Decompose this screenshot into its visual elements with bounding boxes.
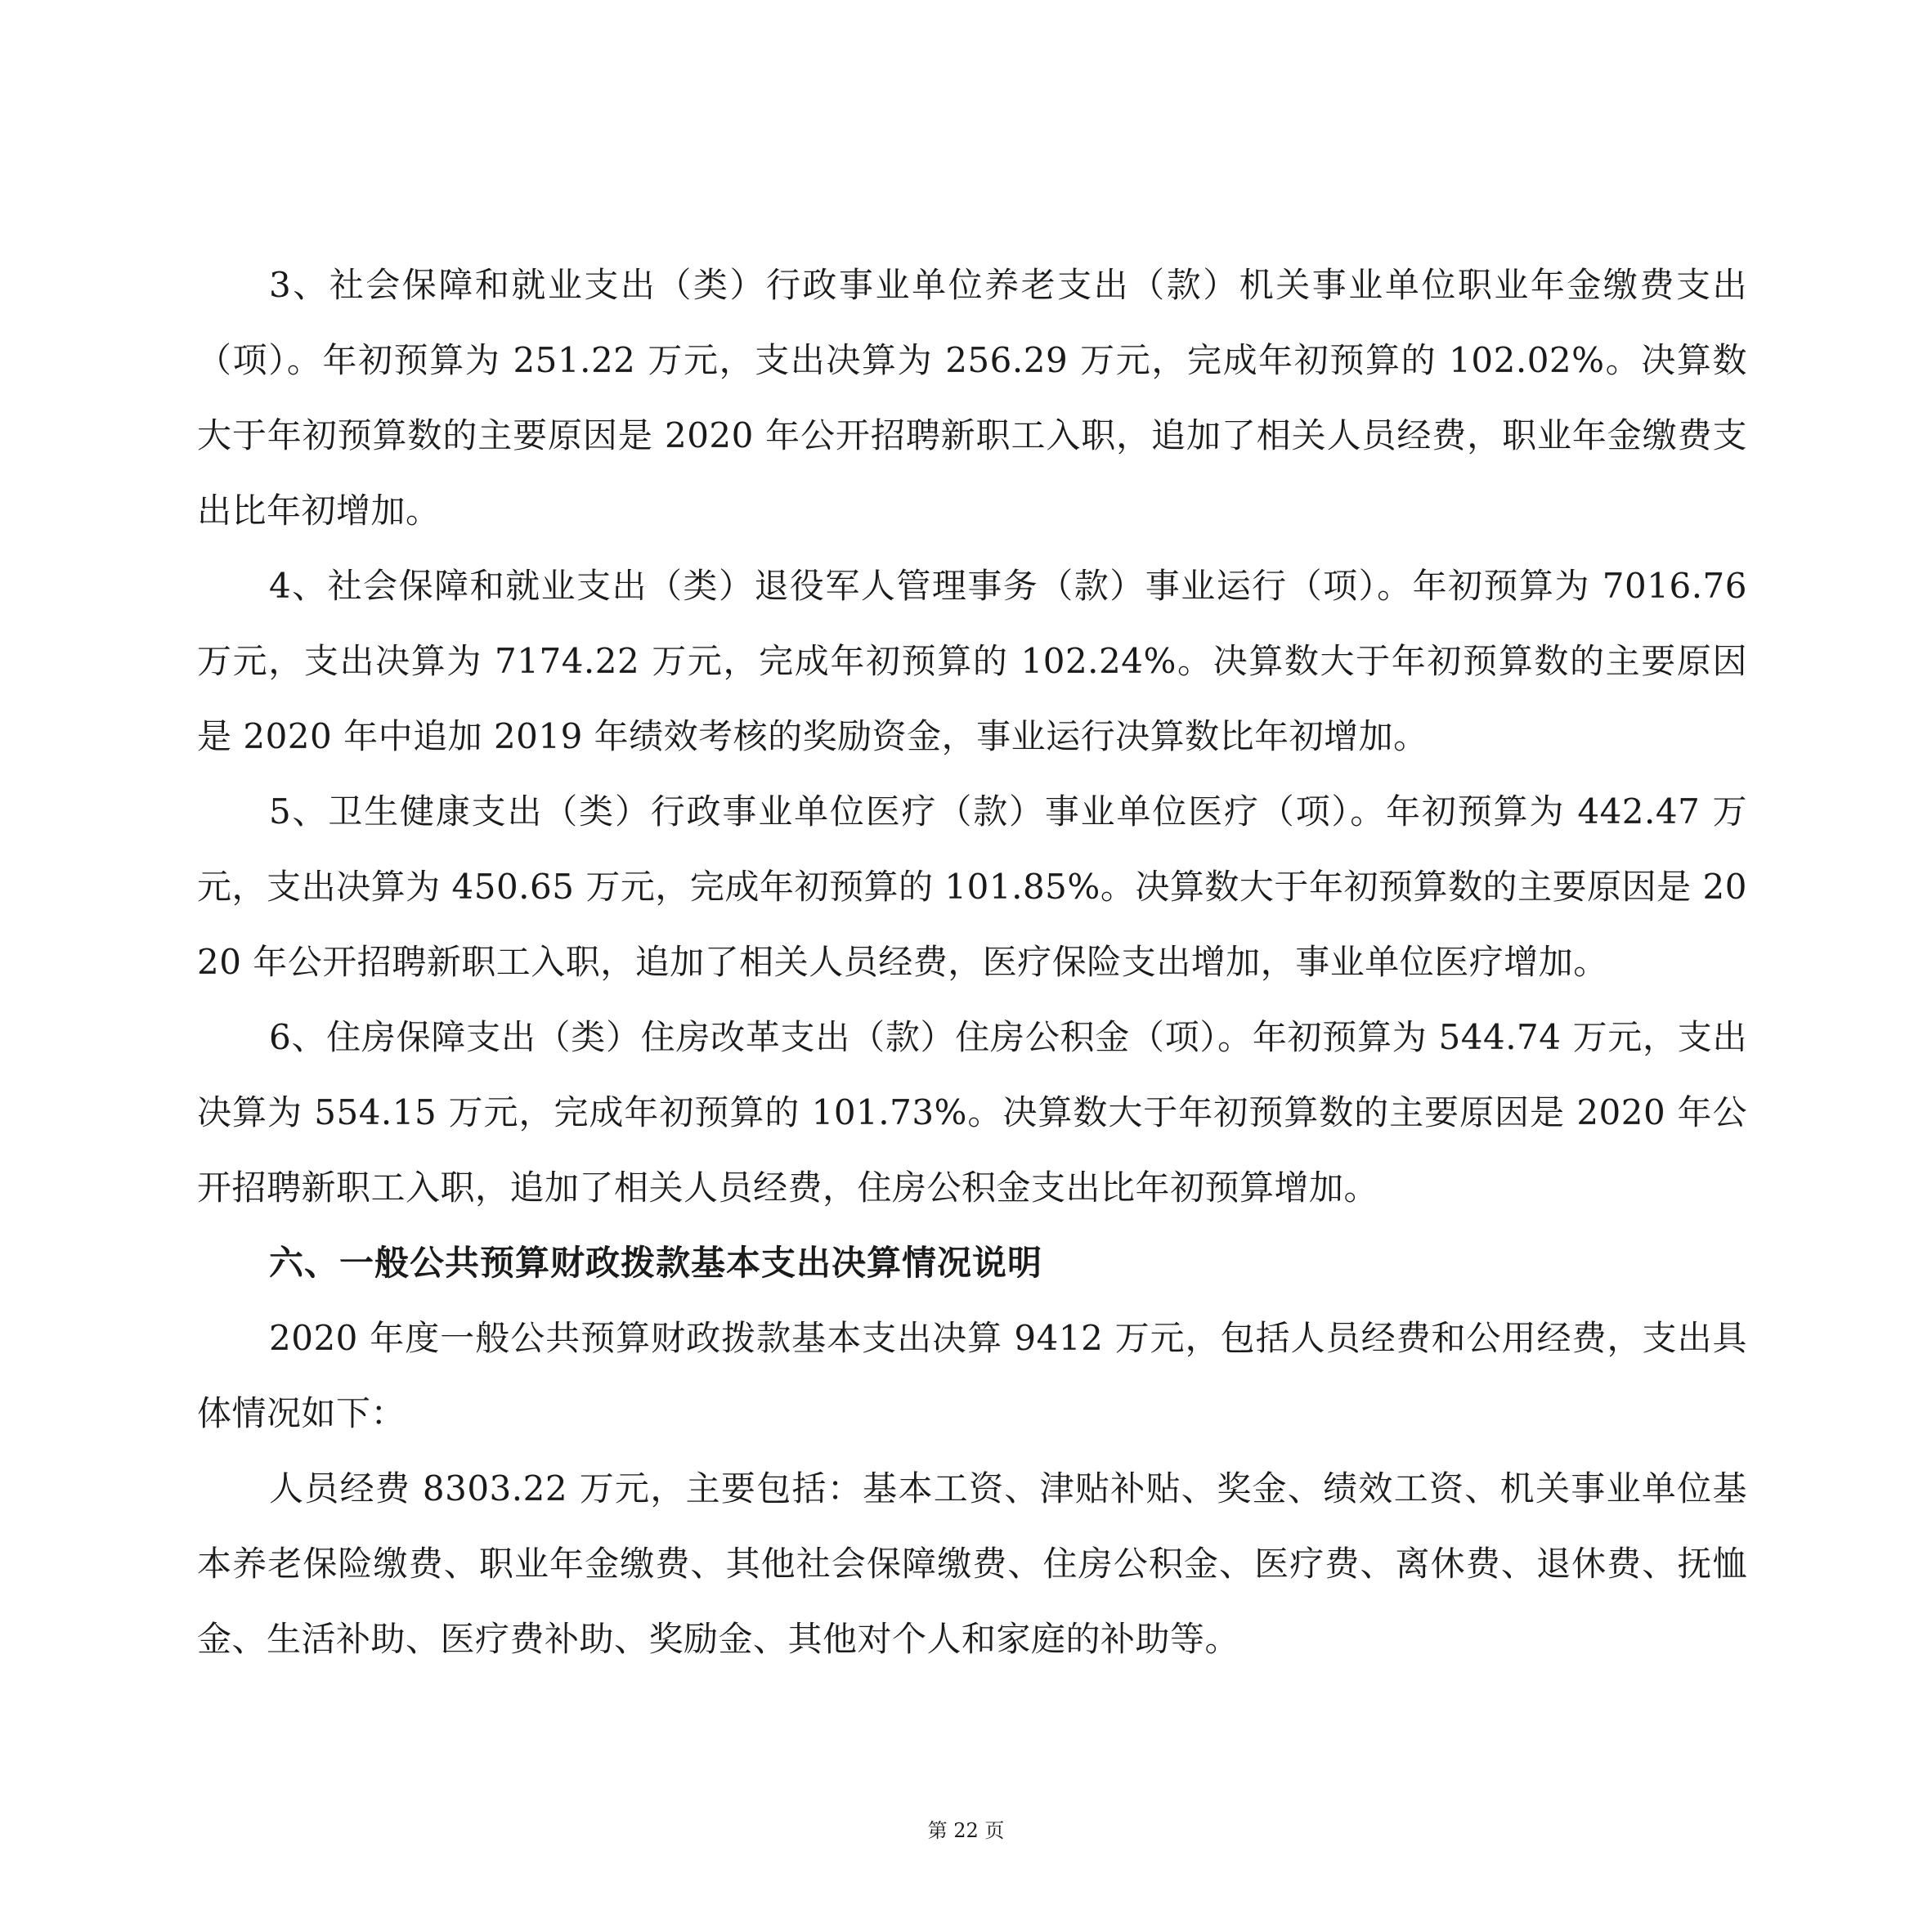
paragraph-item-6: 6、住房保障支出（类）住房改革支出（款）住房公积金（项）。年初预算为 544.74 万元，支出决算为 554.15 万元，完成年初预算的 101.73%。决算数大于年初预算数的主要原因是 2020 年公开招聘新职工入职，追加了相关人员经费，住房公积金支出比年初预算增加。 (197, 1017, 1747, 1208)
page-number: 第 22 页 (927, 1819, 1005, 1842)
paragraph-item-5: 5、卫生健康支出（类）行政事业单位医疗（款）事业单位医疗（项）。年初预算为 442.47 万元，支出决算为 450.65 万元，完成年初预算的 101.85%。决算数大于年初预算数的主要原因是 2020 年公开招聘新职工入职，追加了相关人员经费，医疗保险支出增加，事业单位医疗增加。 (197, 791, 1747, 982)
paragraph-item-4: 4、社会保障和就业支出（类）退役军人管理事务（款）事业运行（项）。年初预算为 7016.76 万元，支出决算为 7174.22 万元，完成年初预算的 102.24%。决算数大于年初预算数的主要原因是 2020 年中追加 2019 年绩效考核的奖励资金，事业运行决算数比年初增加。 (197, 566, 1747, 756)
section-paragraph-personnel: 人员经费 8303.22 万元，主要包括：基本工资、津贴补贴、奖金、绩效工资、机关事业单位基本养老保险缴费、职业年金缴费、其他社会保障缴费、住房公积金、医疗费、离休费、退休费、抚恤金、生活补助、医疗费补助、奖励金、其他对个人和家庭的补助等。 (197, 1468, 1747, 1659)
document-body (197, 248, 1747, 1677)
section-paragraph-total: 2020 年度一般公共预算财政拨款基本支出决算 9412 万元，包括人员经费和公用经费，支出具体情况如下： (197, 1318, 1747, 1433)
paragraph-item-3: 3、社会保障和就业支出（类）行政事业单位养老支出（款）机关事业单位职业年金缴费支出（项）。年初预算为 251.22 万元，支出决算为 256.29 万元，完成年初预算的 102.02%。决算数大于年初预算数的主要原因是 2020 年公开招聘新职工入职，追加了相关人员经费，职业年金缴费支出比年初增加。 (197, 265, 1747, 531)
section-heading: 六、一般公共预算财政拨款基本支出决算情况说明 (269, 1243, 1043, 1283)
